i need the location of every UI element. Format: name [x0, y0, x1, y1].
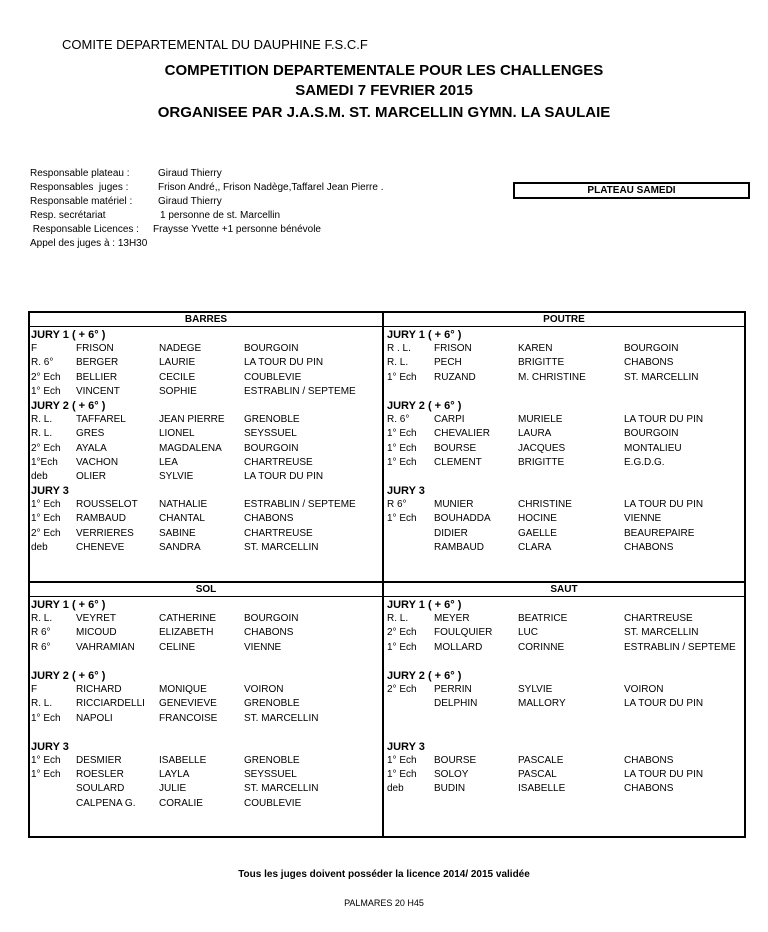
- judge-club: COUBLEVIE: [244, 371, 302, 383]
- judge-firstname: BRIGITTE: [518, 357, 565, 369]
- judge-level: R 6°: [31, 641, 51, 653]
- judge-surname: RAMBAUD: [76, 513, 127, 525]
- judge-club: LA TOUR DU PIN: [624, 414, 704, 426]
- jury-heading: [30, 669, 382, 683]
- judge-row: [30, 683, 382, 697]
- panel-title: SAUT: [384, 583, 744, 597]
- judge-club: ESTRABLIN / SEPTEME: [244, 499, 356, 511]
- judge-surname: VACHON: [76, 456, 119, 468]
- info-label: Appel des juges à : 13H30: [30, 238, 148, 249]
- panel-title: SOL: [30, 583, 382, 597]
- judge-club: GRENOBLE: [244, 414, 300, 426]
- info-value: Frison André,, Frison Nadège,Taffarel Jean Pierre .: [158, 182, 384, 193]
- judge-level: 1° Ech: [387, 442, 417, 454]
- judge-row: [30, 342, 382, 356]
- judge-surname: PERRIN: [434, 684, 472, 696]
- judge-firstname: CATHERINE: [159, 613, 217, 625]
- jury-heading: [384, 598, 744, 612]
- jury-label: JURY 2 ( + 6° ): [387, 669, 462, 682]
- panel-title: POUTRE: [384, 313, 744, 327]
- judge-surname: FRISON: [434, 343, 472, 355]
- judge-level: deb: [31, 470, 48, 482]
- judge-row: [30, 527, 382, 541]
- judge-level: 1° Ech: [31, 712, 61, 724]
- judge-club: GRENOBLE: [244, 698, 300, 710]
- judge-firstname: SABINE: [159, 527, 196, 539]
- judge-row: [30, 541, 382, 555]
- judge-surname: BUDIN: [434, 783, 466, 795]
- jury-heading: [384, 669, 744, 683]
- judge-firstname: LIONEL: [159, 428, 195, 440]
- judge-surname: CALPENA G.: [76, 797, 136, 809]
- judge-row: [384, 371, 744, 385]
- judge-firstname: BRIGITTE: [518, 456, 565, 468]
- jury-heading: [30, 598, 382, 612]
- judge-firstname: JACQUES: [518, 442, 566, 454]
- judge-surname: BERGER: [76, 357, 119, 369]
- judge-firstname: NATHALIE: [159, 499, 208, 511]
- judge-surname: VEYRET: [76, 613, 117, 625]
- judge-level: 2° Ech: [387, 684, 417, 696]
- judge-surname: OLIER: [76, 470, 107, 482]
- judge-surname: VERRIERES: [76, 527, 134, 539]
- judge-row: [30, 754, 382, 768]
- judge-club: CHABONS: [624, 755, 674, 767]
- jury-heading: [30, 740, 382, 754]
- panel-barres: [30, 313, 382, 581]
- judge-row: [30, 456, 382, 470]
- judge-firstname: KAREN: [518, 343, 553, 355]
- judge-row: [384, 754, 744, 768]
- info-label: Responsables juges :: [30, 182, 129, 193]
- judge-row: [30, 512, 382, 526]
- judge-level: F: [31, 684, 38, 696]
- judge-row: [384, 782, 744, 796]
- page-title: COMPETITION DEPARTEMENTALE POUR LES CHALLENGES: [164, 62, 604, 79]
- organization-name: COMITE DEPARTEMENTAL DU DAUPHINE F.S.C.F: [62, 37, 368, 52]
- judge-surname: GRES: [76, 428, 105, 440]
- judge-firstname: ELIZABETH: [159, 627, 214, 639]
- jury-label: JURY 1 ( + 6° ): [387, 599, 462, 611]
- judge-club: CHABONS: [624, 541, 674, 553]
- judge-firstname: NADEGE: [159, 343, 202, 355]
- judge-surname: RAMBAUD: [434, 541, 485, 553]
- panel-poutre: [384, 313, 744, 581]
- jury-label: JURY 3: [31, 740, 69, 753]
- panel-title: BARRES: [30, 313, 382, 327]
- judge-level: R. L.: [31, 414, 53, 426]
- spacer-row: [384, 726, 744, 740]
- judge-level: 1° Ech: [387, 755, 417, 767]
- judge-club: ESTRABLIN / SEPTEME: [244, 385, 356, 397]
- judge-level: 1° Ech: [387, 456, 417, 468]
- judge-surname: RUZAND: [434, 371, 476, 383]
- judge-level: 1°Ech: [31, 456, 58, 468]
- judge-row: [30, 413, 382, 427]
- judge-club: LA TOUR DU PIN: [244, 357, 324, 369]
- judge-surname: AYALA: [76, 442, 107, 454]
- judge-club: LA TOUR DU PIN: [624, 499, 704, 511]
- judge-club: CHARTREUSE: [624, 613, 693, 625]
- jury-heading: [30, 484, 382, 498]
- judge-firstname: SYLVIE: [518, 684, 553, 696]
- judge-club: VOIRON: [244, 684, 284, 696]
- judge-club: MONTALIEU: [624, 442, 682, 454]
- jury-heading: [384, 484, 744, 498]
- judge-level: 1° Ech: [31, 769, 61, 781]
- judge-club: ST. MARCELLIN: [244, 712, 319, 724]
- judge-club: SEYSSUEL: [244, 428, 297, 440]
- judge-firstname: SYLVIE: [159, 470, 194, 482]
- judge-level: deb: [31, 541, 48, 553]
- judge-level: 1° Ech: [387, 513, 417, 525]
- judge-surname: MUNIER: [434, 499, 474, 511]
- judge-level: 1° Ech: [387, 371, 417, 383]
- judge-surname: CHENEVE: [76, 541, 125, 553]
- judge-club: ST. MARCELLIN: [624, 627, 699, 639]
- judge-firstname: MONIQUE: [159, 684, 207, 696]
- judge-surname: MOLLARD: [434, 641, 483, 653]
- judge-firstname: HOCINE: [518, 513, 557, 525]
- judge-firstname: CHANTAL: [159, 513, 205, 525]
- judge-firstname: ISABELLE: [159, 755, 207, 767]
- judge-row: [30, 385, 382, 399]
- judge-firstname: MAGDALENA: [159, 442, 222, 454]
- info-label: Responsable matériel :: [30, 196, 133, 207]
- judge-surname: CLEMENT: [434, 456, 482, 468]
- judge-firstname: JULIE: [159, 783, 187, 795]
- judge-level: R. 6°: [31, 357, 54, 369]
- judge-club: BOURGOIN: [244, 442, 299, 454]
- judge-club: COUBLEVIE: [244, 797, 302, 809]
- judge-row: [384, 697, 744, 711]
- judge-row: [30, 371, 382, 385]
- judge-firstname: FRANCOISE: [159, 712, 218, 724]
- judge-club: BEAUREPAIRE: [624, 527, 695, 539]
- judge-firstname: CHRISTINE: [518, 499, 572, 511]
- judge-club: BOURGOIN: [244, 613, 299, 625]
- judge-row: [30, 442, 382, 456]
- judge-row: [30, 626, 382, 640]
- judge-club: CHARTREUSE: [244, 527, 313, 539]
- judge-level: 1° Ech: [387, 641, 417, 653]
- judge-club: CHABONS: [244, 627, 294, 639]
- judge-club: ST. MARCELLIN: [244, 783, 319, 795]
- judge-firstname: M. CHRISTINE: [518, 371, 586, 383]
- judge-level: R 6°: [387, 499, 407, 511]
- judge-surname: FRISON: [76, 343, 114, 355]
- judge-surname: DELPHIN: [434, 698, 478, 710]
- judge-level: 2° Ech: [31, 527, 61, 539]
- judge-firstname: MALLORY: [518, 698, 566, 710]
- judge-surname: BOURSE: [434, 755, 477, 767]
- judge-level: F: [31, 343, 38, 355]
- judge-surname: BELLIER: [76, 371, 118, 383]
- judge-firstname: LAURA: [518, 428, 552, 440]
- judge-surname: PECH: [434, 357, 462, 369]
- judge-firstname: BEATRICE: [518, 613, 568, 625]
- judge-level: 2° Ech: [31, 442, 61, 454]
- judge-row: [384, 413, 744, 427]
- judge-firstname: JEAN PIERRE: [159, 414, 225, 426]
- judge-row: [384, 512, 744, 526]
- judge-level: 2° Ech: [31, 371, 61, 383]
- judge-surname: SOLOY: [434, 769, 469, 781]
- judge-surname: BOURSE: [434, 442, 477, 454]
- judge-surname: CHEVALIER: [434, 428, 490, 440]
- judge-surname: FOULQUIER: [434, 627, 493, 639]
- judge-firstname: LEA: [159, 456, 178, 468]
- judge-surname: TAFFAREL: [76, 414, 126, 426]
- judge-row: [384, 427, 744, 441]
- jury-heading: [384, 328, 744, 342]
- judge-level: 2° Ech: [387, 627, 417, 639]
- judge-firstname: LUC: [518, 627, 539, 639]
- jury-label: JURY 2 ( + 6° ): [387, 399, 462, 412]
- judge-firstname: MURIELE: [518, 414, 563, 426]
- spacer-row: [30, 655, 382, 669]
- judge-club: CHABONS: [624, 783, 674, 795]
- judge-firstname: SANDRA: [159, 541, 201, 553]
- judge-level: R. L.: [387, 357, 409, 369]
- judge-firstname: CORINNE: [518, 641, 565, 653]
- info-label: Responsable Licences :: [30, 224, 139, 235]
- jury-label: JURY 1 ( + 6° ): [31, 599, 106, 611]
- judge-row: [30, 470, 382, 484]
- judge-club: ESTRABLIN / SEPTEME: [624, 641, 736, 653]
- judge-row: [384, 768, 744, 782]
- judge-row: [384, 356, 744, 370]
- judge-row: [30, 612, 382, 626]
- judge-surname: DESMIER: [76, 755, 122, 767]
- jury-label: JURY 1 ( + 6° ): [387, 329, 462, 341]
- judge-club: BOURGOIN: [244, 343, 299, 355]
- judge-club: BOURGOIN: [624, 428, 679, 440]
- judge-row: [30, 712, 382, 726]
- judge-club: CHARTREUSE: [244, 456, 313, 468]
- judge-row: [30, 768, 382, 782]
- info-value: Giraud Thierry: [158, 168, 222, 179]
- judge-firstname: SOPHIE: [159, 385, 197, 397]
- judges-grid: [28, 311, 746, 838]
- judge-level: R. L.: [31, 428, 53, 440]
- judge-surname: MEYER: [434, 613, 470, 625]
- info-value: 1 personne de st. Marcellin: [160, 210, 281, 221]
- spacer-row: [384, 712, 744, 726]
- judge-club: LA TOUR DU PIN: [244, 470, 324, 482]
- judge-club: CHABONS: [244, 513, 294, 525]
- spacer-row: [30, 726, 382, 740]
- judge-level: deb: [387, 783, 404, 795]
- judge-club: BOURGOIN: [624, 343, 679, 355]
- jury-label: JURY 1 ( + 6° ): [31, 329, 106, 341]
- jury-label: JURY 3: [31, 485, 69, 498]
- judge-row: [30, 797, 382, 811]
- judge-row: [384, 527, 744, 541]
- judge-firstname: CLARA: [518, 541, 552, 553]
- judge-row: [30, 641, 382, 655]
- info-value: Giraud Thierry: [158, 196, 222, 207]
- judge-firstname: LAURIE: [159, 357, 196, 369]
- judge-level: 1° Ech: [31, 499, 61, 511]
- judge-club: LA TOUR DU PIN: [624, 769, 704, 781]
- judge-club: ST. MARCELLIN: [624, 371, 699, 383]
- judge-row: [384, 641, 744, 655]
- judge-club: VOIRON: [624, 684, 664, 696]
- jury-label: JURY 3: [387, 485, 425, 498]
- judge-club: ST. MARCELLIN: [244, 541, 319, 553]
- judge-level: R. L.: [387, 613, 409, 625]
- judge-firstname: PASCALE: [518, 755, 564, 767]
- judge-surname: ROESLER: [76, 769, 124, 781]
- judge-club: VIENNE: [244, 641, 282, 653]
- judge-row: [384, 342, 744, 356]
- spacer-row: [384, 655, 744, 669]
- jury-heading: [30, 328, 382, 342]
- panel-saut: [384, 583, 744, 836]
- spacer-row: [384, 385, 744, 399]
- judge-level: 1° Ech: [387, 428, 417, 440]
- jury-label: JURY 3: [387, 740, 425, 753]
- spacer-row: [384, 470, 744, 484]
- judge-level: 1° Ech: [387, 769, 417, 781]
- judge-surname: NAPOLI: [76, 712, 113, 724]
- judge-firstname: CECILE: [159, 371, 196, 383]
- panel-sol: [30, 583, 382, 836]
- judge-surname: RICHARD: [76, 684, 122, 696]
- judge-row: [30, 697, 382, 711]
- judge-firstname: GENEVIEVE: [159, 698, 217, 710]
- judge-club: GRENOBLE: [244, 755, 300, 767]
- judge-row: [30, 782, 382, 796]
- judge-surname: DIDIER: [434, 527, 468, 539]
- jury-label: JURY 2 ( + 6° ): [31, 669, 106, 682]
- judge-row: [384, 683, 744, 697]
- judge-level: 1° Ech: [31, 385, 61, 397]
- info-label: Responsable plateau :: [30, 168, 130, 179]
- jury-heading: [384, 399, 744, 413]
- judge-surname: CARPI: [434, 414, 465, 426]
- judge-level: R. 6°: [387, 414, 410, 426]
- jury-label: JURY 2 ( + 6° ): [31, 399, 106, 412]
- judge-firstname: ISABELLE: [518, 783, 566, 795]
- judge-row: [384, 626, 744, 640]
- judge-club: E.G.D.G.: [624, 456, 665, 468]
- judge-row: [30, 498, 382, 512]
- info-value: Fraysse Yvette +1 personne bénévole: [153, 224, 321, 235]
- judge-row: [384, 541, 744, 555]
- plateau-label: PLATEAU SAMEDI: [513, 182, 750, 199]
- judge-surname: SOULARD: [76, 783, 125, 795]
- judge-row: [30, 356, 382, 370]
- judge-row: [384, 442, 744, 456]
- judge-surname: RICCIARDELLI: [76, 698, 145, 710]
- info-label: Resp. secrétariat: [30, 210, 106, 221]
- jury-heading: [384, 740, 744, 754]
- judge-level: R . L.: [387, 343, 411, 355]
- judge-firstname: GAELLE: [518, 527, 557, 539]
- licence-note: Tous les juges doivent posséder la licence 2014/ 2015 validée: [238, 869, 530, 880]
- judge-level: R. L.: [31, 613, 53, 625]
- judge-club: CHABONS: [624, 357, 674, 369]
- judge-surname: MICOUD: [76, 627, 117, 639]
- judge-firstname: CORALIE: [159, 797, 203, 809]
- judge-level: R. L.: [31, 698, 53, 710]
- judge-row: [384, 612, 744, 626]
- palmares-time: PALMARES 20 H45: [344, 898, 424, 908]
- judge-row: [384, 456, 744, 470]
- judge-surname: VAHRAMIAN: [76, 641, 135, 653]
- judge-surname: ROUSSELOT: [76, 499, 138, 511]
- judge-surname: VINCENT: [76, 385, 120, 397]
- organizer-line: ORGANISEE PAR J.A.S.M. ST. MARCELLIN GYMN. LA SAULAIE: [157, 104, 611, 121]
- judge-row: [30, 427, 382, 441]
- judge-level: 1° Ech: [31, 513, 61, 525]
- judge-level: 1° Ech: [31, 755, 61, 767]
- judge-club: LA TOUR DU PIN: [624, 698, 704, 710]
- jury-heading: [30, 399, 382, 413]
- judge-surname: BOUHADDA: [434, 513, 491, 525]
- judge-row: [384, 498, 744, 512]
- event-date: SAMEDI 7 FEVRIER 2015: [295, 82, 473, 99]
- judge-club: SEYSSUEL: [244, 769, 297, 781]
- judge-level: R 6°: [31, 627, 51, 639]
- judge-firstname: CELINE: [159, 641, 196, 653]
- judge-club: VIENNE: [624, 513, 662, 525]
- judge-firstname: LAYLA: [159, 769, 190, 781]
- judge-firstname: PASCAL: [518, 769, 557, 781]
